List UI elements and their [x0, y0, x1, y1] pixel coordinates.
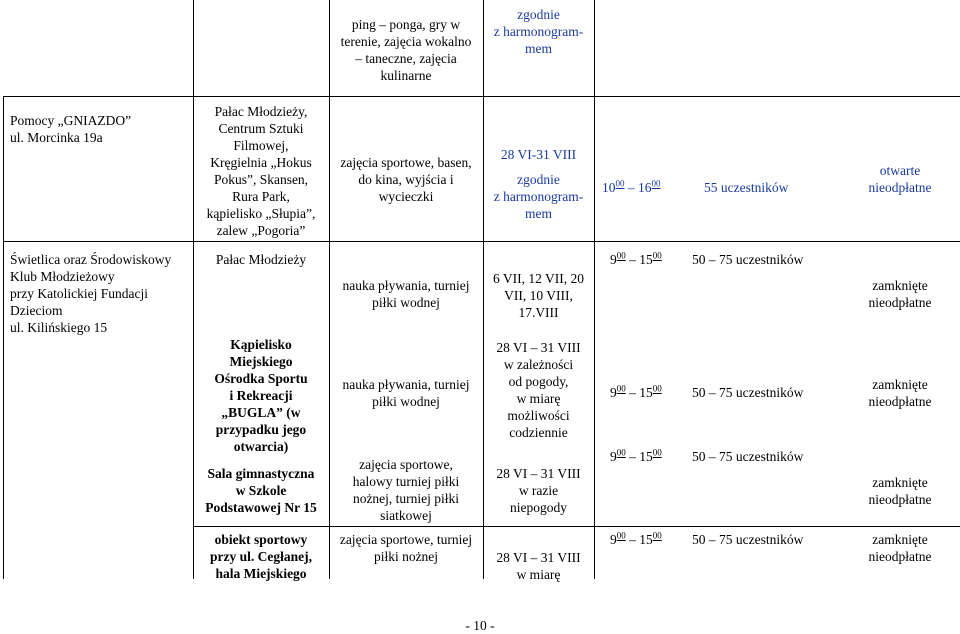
row2-org-line: Klub Młodzieżowy [10, 269, 115, 284]
row2b-activities-line: piłki wodnej [372, 394, 440, 409]
hours-start: 9 [610, 449, 617, 464]
row2c-activities-line: zajęcia sportowe, [359, 457, 453, 472]
row1-access [840, 160, 960, 198]
hours-end: 16 [638, 180, 652, 195]
row2b-activities [329, 374, 483, 412]
row1-venue-line: Pałac Młodzieży, [214, 104, 308, 119]
row1-venue-line: kąpielisko „Słupia”, [206, 206, 316, 221]
access-line: nieodpłatne [868, 295, 932, 310]
row0-activities-line: kulinarne [380, 68, 432, 83]
h-line-3 [193, 526, 960, 527]
row1-venue-line: zalew „Pogoria” [216, 223, 306, 238]
v-line-0 [3, 96, 4, 579]
row2d-venue-line: obiekt sportowy [214, 532, 308, 547]
row2c-dates-line: w razie [518, 483, 559, 498]
h-line-2 [3, 241, 960, 242]
hours-sep: – [625, 385, 640, 400]
row1-dates [483, 144, 594, 224]
access-line: zamknięte [872, 278, 928, 293]
hours-end-sup: 00 [651, 178, 661, 189]
row2a-activities-line: piłki wodnej [372, 295, 440, 310]
row2b-venue-line: i Rekreacji [229, 388, 293, 403]
row2-org-line: przy Katolickiej Fundacji [10, 286, 148, 301]
participants-text: 55 uczestników [704, 180, 789, 195]
row2d-venue-line: przy ul. Cegłanej, [210, 549, 312, 564]
row2a-participants [688, 249, 828, 270]
row2b-participants [688, 382, 828, 403]
row1-organization [6, 110, 192, 148]
row0-dates-line: mem [525, 41, 552, 56]
hours-end-sup: 00 [652, 250, 662, 261]
row1-venue-line: Centrum Sztuki [218, 121, 304, 136]
row2a-activities [329, 275, 483, 313]
row2c-venue-line: Sala gimnastyczna [207, 466, 315, 481]
hours-end-sup: 00 [652, 447, 662, 458]
row2-organization [6, 249, 192, 338]
row2b-dates-line: w zależności [503, 357, 574, 372]
row2d-access [840, 529, 960, 567]
hours-end: 15 [639, 449, 653, 464]
row2a-dates [483, 268, 594, 323]
row2b-dates-line: możliwości [507, 408, 570, 423]
hours-end: 15 [639, 385, 653, 400]
hours-start-sup: 00 [616, 250, 626, 261]
row2c-participants [688, 446, 828, 467]
row2b-dates [483, 337, 594, 443]
hours-start: 9 [610, 252, 617, 267]
hours-sep: – [625, 449, 640, 464]
row1-venue-line: Filmowej, [233, 138, 289, 153]
row1-dates-line: z harmonogram- [493, 189, 584, 204]
row2b-venue-line: Ośrodka Sportu [214, 371, 308, 386]
row2c-venue [193, 463, 329, 518]
row2b-dates-line: 28 VI – 31 VIII [496, 340, 581, 355]
hours-sep: – [625, 252, 640, 267]
row2a-dates-line: 6 VII, 12 VII, 20 [493, 271, 584, 286]
row2c-venue-line: w Szkole [235, 483, 287, 498]
row2b-dates-line: w miarę [516, 391, 561, 406]
hours-start-sup: 00 [616, 383, 626, 394]
row1-activities-line: do kina, wyjścia i [358, 172, 454, 187]
row2c-hours [606, 446, 691, 467]
row2c-dates-line: niepogody [510, 500, 567, 515]
row0-dates-line: z harmonogram- [493, 24, 584, 39]
row2b-hours [606, 382, 691, 403]
hours-sep: – [624, 180, 638, 195]
row2a-dates-line: 17.VIII [518, 305, 559, 320]
access-line: nieodpłatne [868, 549, 932, 564]
hours-start-sup: 00 [615, 178, 625, 189]
row1-activities-line: wycieczki [378, 189, 434, 204]
row2b-dates-line: codziennie [509, 425, 568, 440]
row1-activities-line: zajęcia sportowe, basen, [340, 155, 472, 170]
row2b-venue-line: otwarcia) [233, 439, 289, 454]
row1-hours [598, 177, 693, 198]
row2-org-line: ul. Kilińskiego 15 [10, 320, 108, 335]
row2d-venue [193, 529, 329, 584]
row2d-activities-line: piłki nożnej [373, 549, 439, 564]
access-line: nieodpłatne [868, 180, 932, 195]
row2a-venue [193, 249, 329, 270]
row1-venue-line: Kręgielnia „Hokus [210, 155, 312, 170]
row0-activities-line: ping – ponga, gry w [351, 17, 461, 32]
row1-dates-line: 28 VI-31 VIII [500, 147, 577, 162]
row1-dates-line: mem [525, 206, 552, 221]
row2c-activities [329, 454, 483, 526]
row0-dates [483, 4, 594, 59]
access-line: zamknięte [872, 475, 928, 490]
row0-activities-line: – taneczne, zajęcia [355, 51, 457, 66]
participants-text: 50 – 75 uczestników [692, 385, 804, 400]
row0-dates-line: zgodnie [517, 7, 560, 22]
row2c-dates [483, 463, 594, 518]
hours-end-sup: 00 [652, 383, 662, 394]
row2b-dates-line: od pogody, [508, 374, 569, 389]
row2-org-line: Dzieciom [10, 303, 63, 318]
row2d-dates-line: 28 VI – 31 VIII [496, 550, 581, 565]
v-line-4 [594, 0, 595, 579]
hours-sep: – [625, 532, 640, 547]
row2d-venue-line: hala Miejskiego [215, 566, 307, 581]
row2d-participants [688, 529, 828, 550]
row1-venue-line: Rura Park, [232, 189, 290, 204]
row2a-dates-line: VII, 10 VIII, [504, 288, 573, 303]
row2b-venue-line: przypadku jego [215, 422, 307, 437]
row2d-activities-line: zajęcia sportowe, turniej [339, 532, 473, 547]
row2a-access [840, 275, 960, 313]
row0-activities [329, 14, 483, 86]
row1-org-line: ul. Morcinka 19a [10, 130, 103, 145]
participants-text: 50 – 75 uczestników [692, 449, 804, 464]
row2c-activities-line: nożnej, turniej piłki [352, 491, 460, 506]
row2d-dates [483, 547, 594, 585]
row2a-hours [606, 249, 691, 270]
row0-activities-line: terenie, zajęcia wokalno [340, 34, 472, 49]
access-line: zamknięte [872, 377, 928, 392]
row1-org-line: Pomocy „GNIAZDO” [10, 113, 132, 128]
row2c-venue-line: Podstawowej Nr 15 [205, 500, 317, 515]
row2b-venue-line: Miejskiego [229, 354, 293, 369]
row2d-dates-line: w miarę [516, 567, 561, 582]
row2c-dates-line: 28 VI – 31 VIII [496, 466, 581, 481]
access-line: nieodpłatne [868, 394, 932, 409]
row2c-activities-line: halowy turniej piłki [352, 474, 460, 489]
hours-end-sup: 00 [652, 530, 662, 541]
row2-org-line: Świetlica oraz Środowiskowy [10, 252, 172, 267]
row1-activities [329, 152, 483, 207]
row2c-activities-line: siatkowej [380, 508, 432, 523]
hours-start-sup: 00 [616, 530, 626, 541]
hours-start: 9 [610, 385, 617, 400]
row2a-venue-line: Pałac Młodzieży [215, 252, 307, 267]
row1-venue-line: Pokus”, Skansen, [213, 172, 309, 187]
row2d-activities [329, 529, 483, 567]
row2b-activities-line: nauka pływania, turniej [342, 377, 470, 392]
access-line: nieodpłatne [868, 492, 932, 507]
page-number: - 10 - [465, 618, 495, 633]
row2c-access [840, 472, 960, 510]
row1-venue [193, 101, 329, 241]
row2a-activities-line: nauka pływania, turniej [342, 278, 470, 293]
hours-start: 9 [610, 532, 617, 547]
hours-end: 15 [639, 252, 653, 267]
row2b-venue [193, 334, 329, 457]
hours-start-sup: 00 [616, 447, 626, 458]
participants-text: 50 – 75 uczestników [692, 252, 804, 267]
row2d-hours [606, 529, 691, 550]
access-line: otwarte [879, 163, 921, 178]
row1-participants [700, 177, 830, 198]
row2b-venue-line: Kąpielisko [230, 337, 292, 352]
row2b-access [840, 374, 960, 412]
row2b-venue-line: „BUGLA” (w [221, 405, 301, 420]
hours-start: 10 [602, 180, 616, 195]
row1-dates-line [487, 163, 590, 171]
access-line: zamknięte [872, 532, 928, 547]
participants-text: 50 – 75 uczestników [692, 532, 804, 547]
h-line-1 [3, 96, 960, 97]
hours-end: 15 [639, 532, 653, 547]
row1-dates-line: zgodnie [517, 172, 560, 187]
